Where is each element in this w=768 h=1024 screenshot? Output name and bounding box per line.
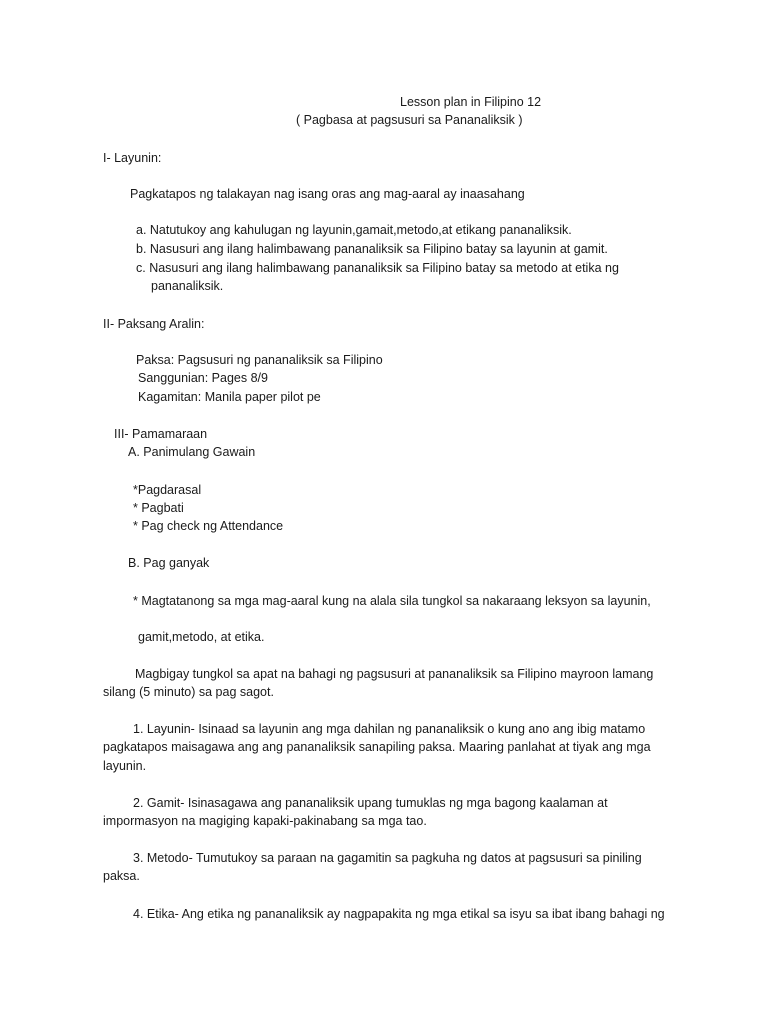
subheading-pag-ganyak: B. Pag ganyak (128, 556, 210, 570)
gawain-item: * Pagbati (133, 501, 184, 515)
paragraph-line: pagkatapos maisagawa ang ang pananaliksik sanapiling paksa. Maaring panlahat at tiyak ang mga (103, 740, 651, 754)
paragraph-line: silang (5 minuto) sa pag sagot. (103, 685, 274, 699)
layunin-item-c: c. Nasusuri ang ilang halimbawang pananaliksik sa Filipino batay sa metodo at etika ng (136, 261, 619, 275)
section-heading-layunin: I- Layunin: (103, 151, 162, 165)
document-title: Lesson plan in Filipino 12 (400, 95, 542, 109)
section-heading-paksang-aralin: II- Paksang Aralin: (103, 317, 205, 331)
subheading-panimulang-gawain: A. Panimulang Gawain (128, 445, 256, 459)
paragraph-line: layunin. (103, 759, 147, 773)
numbered-item-etika: 4. Etika- Ang etika ng pananaliksik ay nagpapakita ng mga etikal sa isyu sa ibat ibang bahagi ng (133, 907, 665, 921)
layunin-item-a: a. Natutukoy ang kahulugan ng layunin,gamait,metodo,at etikang pananaliksik. (136, 223, 572, 237)
section-heading-pamamaraan: III- Pamamaraan (114, 427, 208, 441)
ganyak-line: * Magtatanong sa mga mag-aaral kung na alala sila tungkol sa nakaraang leksyon sa layunin, (133, 594, 651, 608)
numbered-item-layunin: 1. Layunin- Isinaad sa layunin ang mga dahilan ng pananaliksik o kung ano ang ibig matamo (133, 722, 646, 736)
paragraph-line: impormasyon na magiging kapaki-pakinabang sa mga tao. (103, 814, 427, 828)
sanggunian-line: Sanggunian: Pages 8/9 (138, 371, 268, 385)
kagamitan-line: Kagamitan: Manila paper pilot pe (138, 390, 321, 404)
numbered-item-gamit: 2. Gamit- Isinasagawa ang pananaliksik upang tumuklas ng mga bagong kaalaman at (133, 796, 608, 810)
gawain-item: *Pagdarasal (133, 483, 202, 497)
paksa-line: Paksa: Pagsusuri ng pananaliksik sa Filipino (136, 353, 383, 367)
paragraph-line: Magbigay tungkol sa apat na bahagi ng pagsusuri at pananaliksik sa Filipino mayroon lamang (135, 667, 654, 681)
numbered-item-metodo: 3. Metodo- Tumutukoy sa paraan na gagamitin sa pagkuha ng datos at pagsusuri sa piniling (133, 851, 642, 865)
paragraph-line: paksa. (103, 869, 140, 883)
layunin-item-b: b. Nasusuri ang ilang halimbawang pananaliksik sa Filipino batay sa layunin at gamit. (136, 242, 608, 256)
layunin-item-c-continuation: pananaliksik. (151, 279, 224, 293)
layunin-intro: Pagkatapos ng talakayan nag isang oras ang mag-aaral ay inaasahang (130, 187, 525, 201)
gawain-item: * Pag check ng Attendance (133, 519, 284, 533)
document-subtitle: ( Pagbasa at pagsusuri sa Pananaliksik ) (296, 113, 523, 127)
ganyak-line: gamit,metodo, at etika. (138, 630, 265, 644)
